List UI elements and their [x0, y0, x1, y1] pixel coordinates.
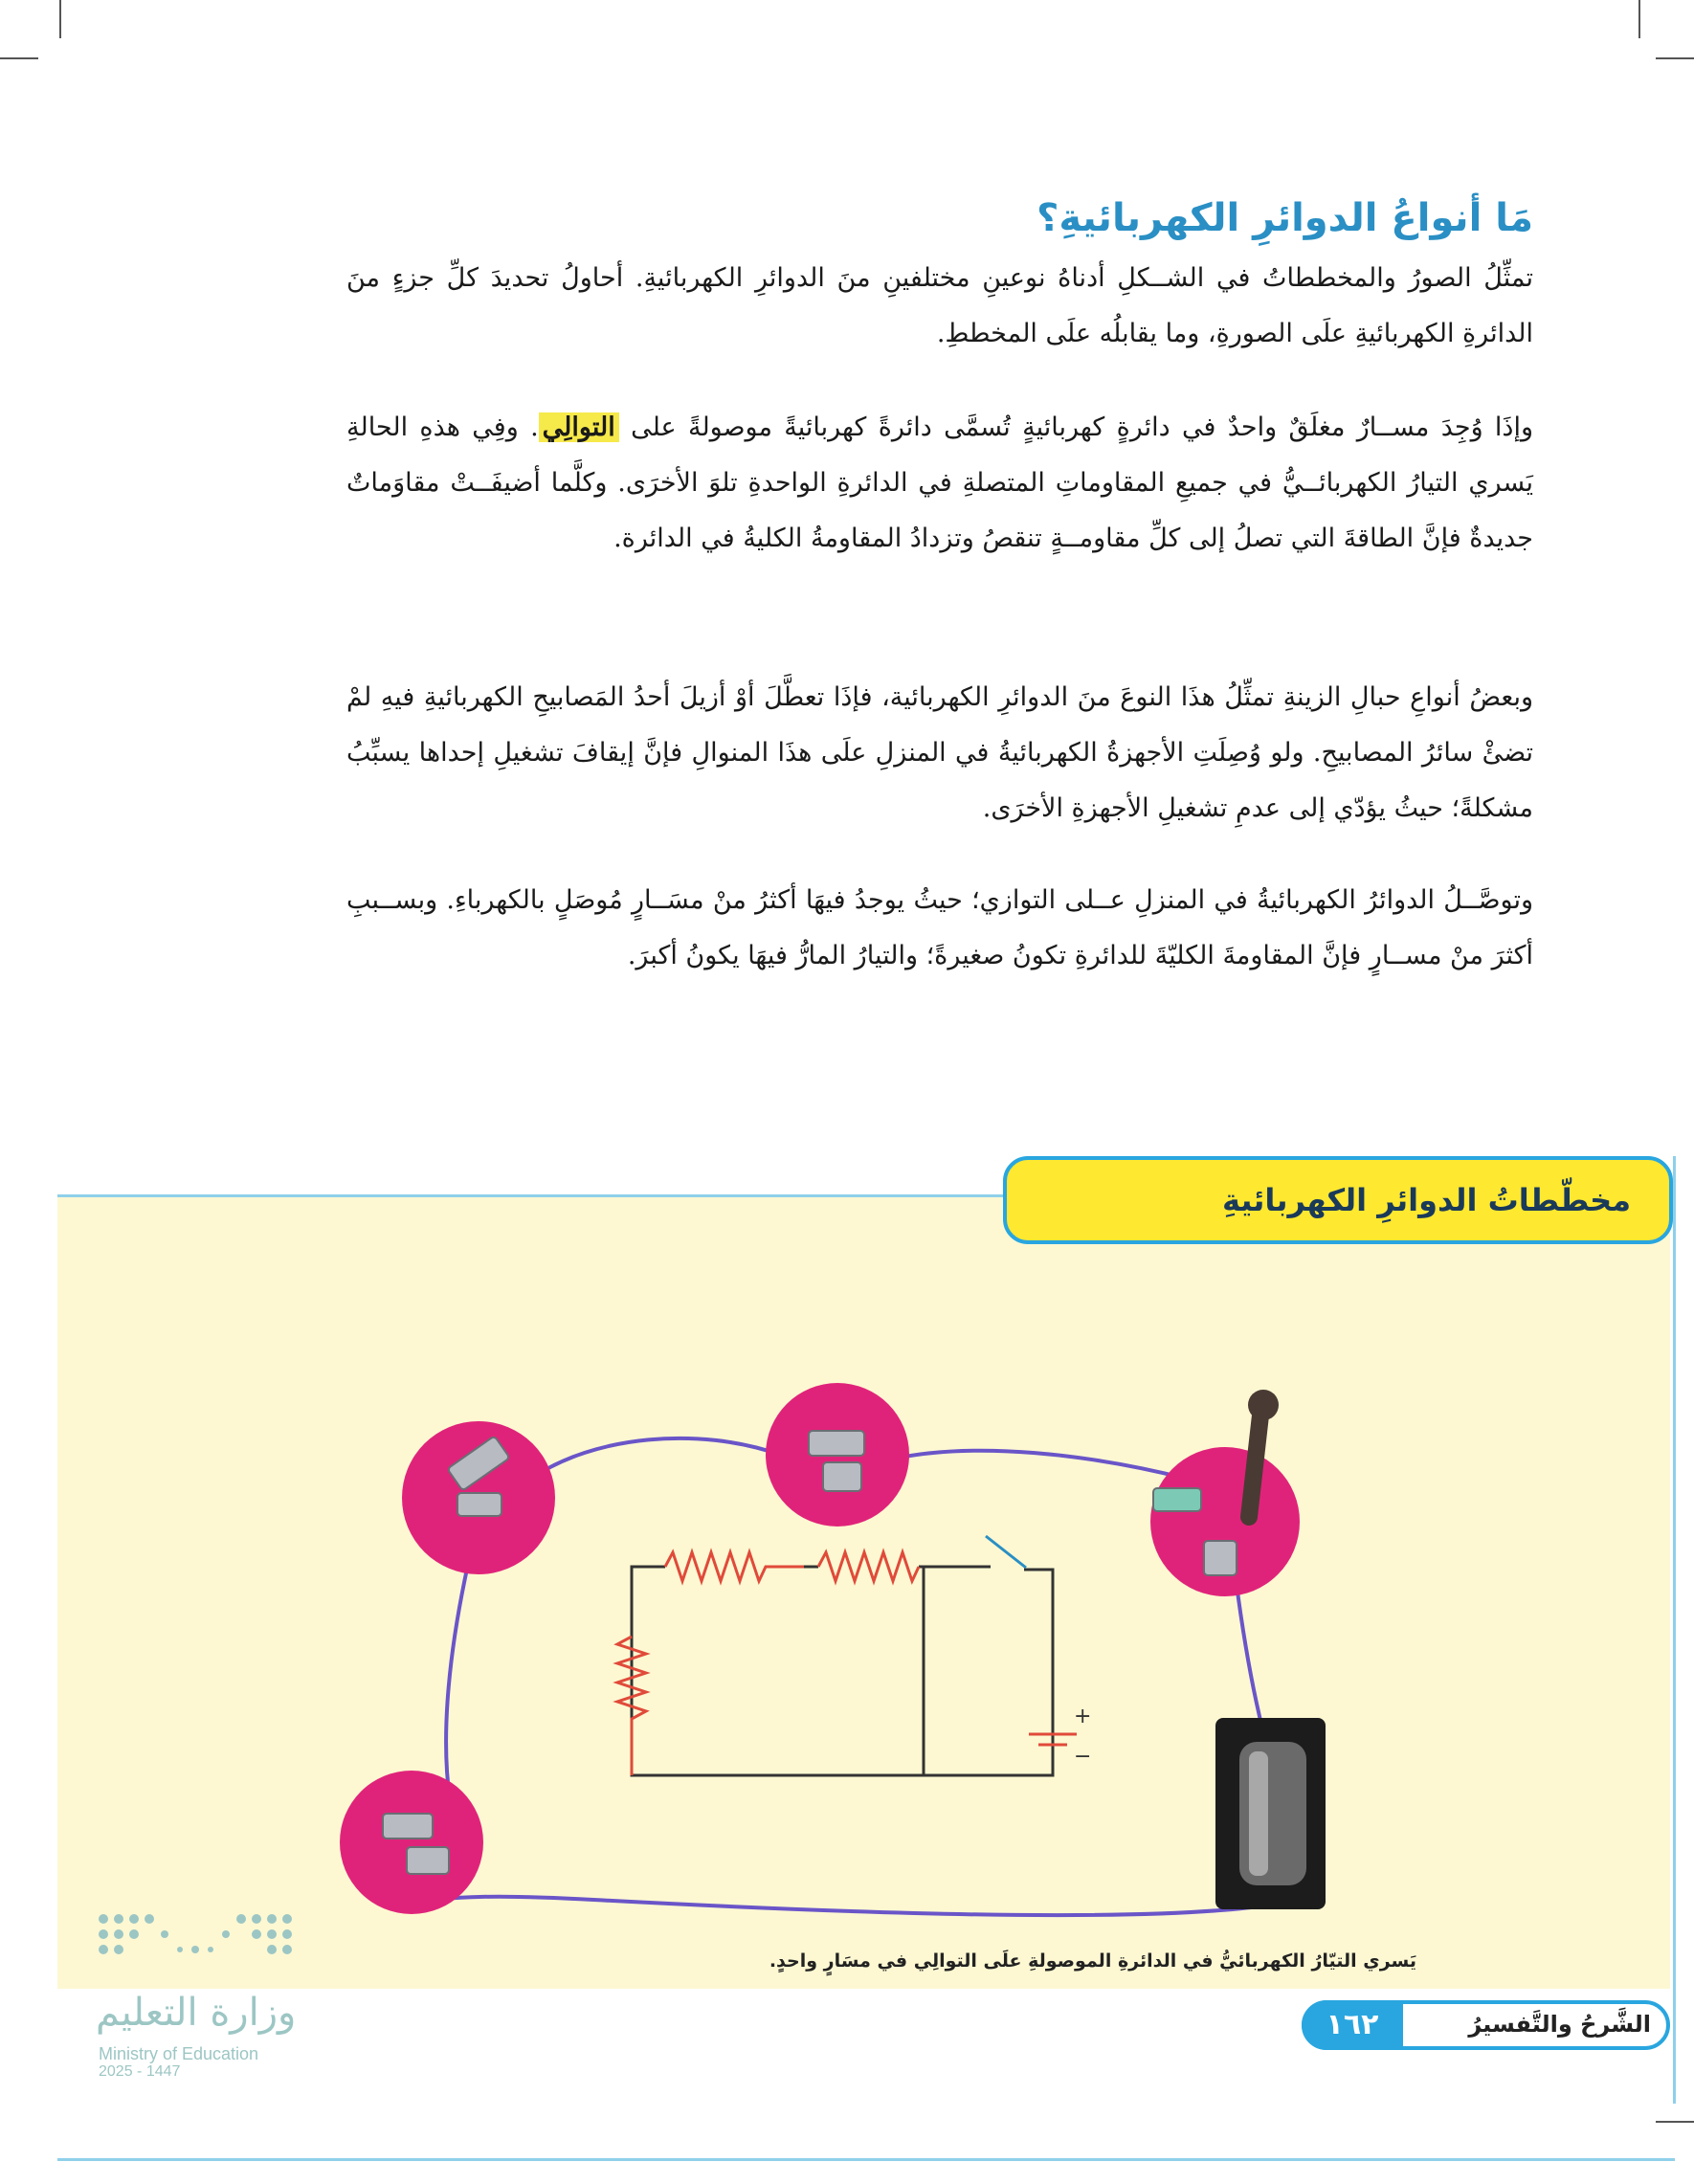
wire-bottom [402, 1897, 1273, 1915]
clip [1153, 1488, 1201, 1511]
ministry-name-arabic: وزارة التعليم [96, 1991, 297, 2035]
highlight-term: التوالِي [539, 412, 619, 442]
paragraph-1: تمثِّلُ الصورُ والمخططاتُ في الشــكلِ أدناهُ نوعينِ مختلفينِ منَ الدوائرِ الكهربائيةِ. أحاولُ تحديدَ كلِّ جزءٍ منَ الدائرةِ الكهربائيةِ علَى الصورةِ، وما يقابلُه علَى المخططِ. [346, 263, 1533, 348]
clip [823, 1462, 861, 1491]
paragraph-2-end: . وفِي هذهِ الحالةِ يَسري التيارُ الكهربائــيُّ في جميعِ المقاوماتِ المتصلةِ في الدائرةِ الواحدةِ تلوَ الأخرَى. وكلَّما أضيفَــتْ مقاوَماتٌ جديدةٌ فإنَّ الطاقةَ التي تصلُ إلى كلِّ مقاومــةٍ تنقصُ وتزدادُ المقاومةُ الكليةُ في الدائرة. [346, 412, 1533, 553]
battery-holder [1215, 1718, 1326, 1909]
battery-plus-sign: + [1074, 1705, 1092, 1728]
battery-minus-sign: − [1074, 1745, 1092, 1769]
wire-top-right [890, 1451, 1187, 1479]
panel-title: مخطّطاتُ الدوائرِ الكهربائيةِ [1221, 1182, 1631, 1218]
page-number: ١٦٢ [1302, 2000, 1403, 2050]
schematic-diagram [617, 1536, 1077, 1775]
battery-cell-shine [1249, 1751, 1268, 1876]
holder-bottom-left [340, 1771, 483, 1914]
ministry-name-english: Ministry of Education [99, 2044, 259, 2063]
paragraph-2-start: وإذَا وُجِدَ مســارٌ مغلَقٌ واحدٌ في دائرةٍ كهربائيةٍ تُسمَّى دائرةً كهربائيةً موصولةً على [631, 412, 1533, 442]
ministry-year: 2025 - 1447 [99, 2063, 181, 2080]
wire-top-left [531, 1438, 780, 1479]
clip [1204, 1541, 1237, 1575]
resistor-2 [818, 1552, 919, 1581]
clip [407, 1847, 449, 1874]
page-section-label: الشَّرحُ والتَّفسيرُ [1468, 2011, 1651, 2038]
paragraph-4: وتوصَّــلُ الدوائرُ الكهربائيةُ في المنزلِ عــلى التوازي؛ حيثُ يوجدُ فيهَا أكثرُ منْ مسَــارٍ مُوصَلٍ بالكهرباءِ. وبســببِ أكثرَ منْ مســارٍ فإنَّ المقاومةَ الكليّةَ للدائرةِ تكونُ صغيرةً؛ والتيارُ المارُّ فيهَا يكونُ أكبرَ. [346, 885, 1533, 970]
section-heading: مَا أنواعُ الدوائرِ الكهربائيةِ؟ [1036, 195, 1533, 240]
wire-left-down [446, 1560, 469, 1799]
resistor-1 [665, 1552, 804, 1581]
page-bottom-border [57, 2158, 1675, 2161]
clip [383, 1814, 433, 1839]
schematic-switch [986, 1536, 1026, 1568]
ministry-logo-dots [99, 1914, 292, 1954]
schematic-wire [632, 1567, 1053, 1775]
figure-caption: يَسري التيّارُ الكهربائيُّ في الدائرةِ الموصولةِ علَى التوالِي في مسَارٍ واحدٍ. [769, 1950, 1416, 1972]
resistor-3 [617, 1637, 646, 1775]
clip [457, 1493, 502, 1516]
paragraph-3: وبعضُ أنواعِ حبالِ الزينةِ تمثِّلُ هذَا النوعَ منَ الدوائرِ الكهربائية، فإذَا تعطَّلَ أوْ أزيلَ أحدُ المَصابيحِ الكهربائيةِ فيهِ لمْ تضئْ سائرُ المصابيحِ. ولو وُصِلَتِ الأجهزةُ الكهربائيةُ في المنزلِ علَى هذَا المنوالِ فإنَّ إيقافَ تشغيلِ إحداها يسبِّبُ مشكلةً؛ حيثُ يؤدّي إلى عدمِ تشغيلِ الأجهزةِ الأخرَى. [346, 682, 1533, 823]
clip [809, 1431, 864, 1456]
switch-knob [1248, 1390, 1279, 1420]
